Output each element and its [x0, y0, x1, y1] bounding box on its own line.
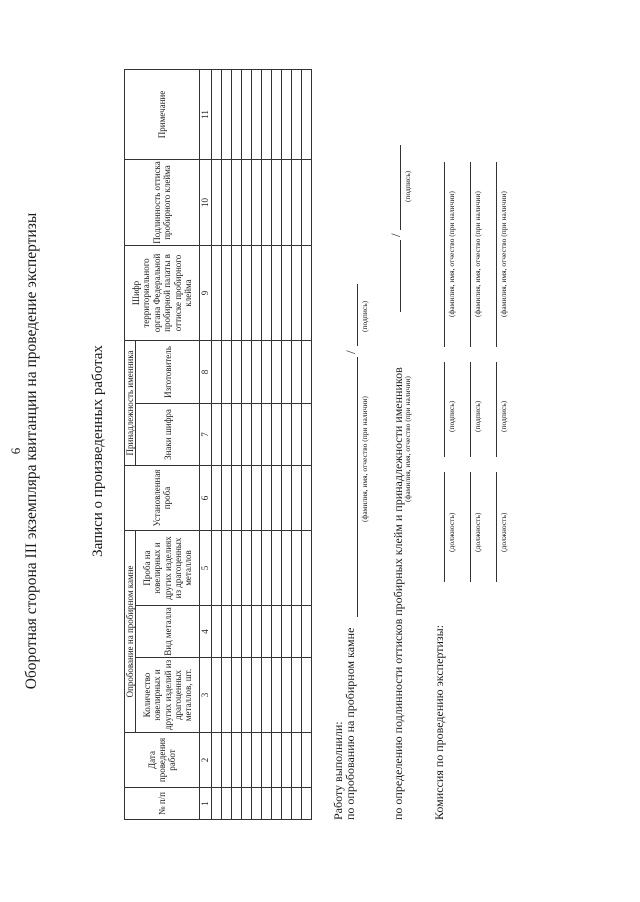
col-header-date: Дата проведения работ — [125, 733, 200, 788]
table-cell — [271, 404, 281, 466]
table-cell — [301, 788, 311, 820]
table-cell — [281, 606, 291, 658]
table-cell — [241, 340, 251, 403]
table-row — [291, 69, 301, 819]
col-header-note: Примечание — [125, 69, 200, 159]
group-header-assay: Опробование на пробирном камне — [125, 531, 136, 733]
table-cell — [271, 466, 281, 531]
table-cell — [261, 69, 271, 159]
table-cell — [271, 658, 281, 733]
table-cell — [301, 245, 311, 340]
signature-caption-c3: (подпись) — [499, 400, 508, 432]
commission-name-line-3 — [496, 162, 497, 347]
table-cell — [231, 404, 241, 466]
table-cell — [271, 733, 281, 788]
table-cell — [271, 69, 281, 159]
section-title: Записи о произведенных работах — [90, 345, 106, 557]
work-done-label: Работу выполнили: — [331, 721, 345, 820]
table-cell — [281, 788, 291, 820]
table-cell — [281, 340, 291, 403]
table-cell — [221, 69, 231, 159]
table-cell — [221, 531, 231, 606]
table-cell — [251, 159, 261, 245]
table-cell — [291, 340, 301, 403]
col-header-number: № п/п — [125, 788, 200, 820]
table-cell — [261, 245, 271, 340]
table-body — [211, 69, 311, 819]
col-header-set-fineness: Установленная проба — [125, 466, 200, 531]
signature-caption: (подпись) — [360, 300, 369, 332]
table-cell — [271, 606, 281, 658]
table-cell — [261, 404, 271, 466]
table-cell — [301, 404, 311, 466]
authenticity-signature-line — [400, 145, 401, 230]
assay-signature-line — [357, 284, 358, 346]
table-cell — [291, 245, 301, 340]
table-cell — [221, 733, 231, 788]
table-cell — [251, 531, 261, 606]
table-row — [261, 69, 271, 819]
table-cell — [251, 606, 261, 658]
table-cell — [301, 159, 311, 245]
name-caption: (фамилия, имя, отчество (при наличии) — [360, 396, 369, 522]
col-number: 11 — [200, 69, 211, 159]
col-header-cipher: Шифр территориального органа Федеральной пробирной палаты в оттиске пробирного клейма — [125, 245, 200, 340]
table-cell — [281, 658, 291, 733]
table-row — [251, 69, 261, 819]
commission-signature-line-3 — [496, 362, 497, 457]
name-caption-c1: (фамилия, имя, отчество (при наличии) — [447, 191, 456, 317]
table-cell — [241, 466, 251, 531]
commission-signature-line-2 — [470, 362, 471, 457]
table-cell — [261, 159, 271, 245]
table-cell — [221, 159, 231, 245]
slash-separator: / — [388, 233, 403, 237]
table-cell — [291, 404, 301, 466]
table-cell — [271, 245, 281, 340]
table-row — [211, 69, 221, 819]
signature-caption-3: (подпись) — [403, 170, 412, 202]
table-cell — [291, 733, 301, 788]
col-number: 3 — [200, 658, 211, 733]
table-cell — [251, 788, 261, 820]
table-cell — [291, 466, 301, 531]
table-cell — [211, 404, 221, 466]
table-cell — [211, 531, 221, 606]
table-cell — [251, 733, 261, 788]
table-cell — [211, 69, 221, 159]
table-cell — [281, 531, 291, 606]
table-cell — [221, 404, 231, 466]
commission-signature-line-1 — [444, 362, 445, 457]
col-header-manufacturer: Изготовитель — [136, 340, 200, 403]
records-table — [124, 69, 312, 820]
table-cell — [261, 531, 271, 606]
table-cell — [261, 658, 271, 733]
table-cell — [251, 340, 261, 403]
table-cell — [211, 466, 221, 531]
name-caption-c3: (фамилия, имя, отчество (при наличии) — [499, 191, 508, 317]
commission-position-line-1 — [444, 472, 445, 582]
table-cell — [281, 733, 291, 788]
position-caption-1: (должность) — [447, 512, 456, 552]
table-cell — [231, 788, 241, 820]
table-row — [231, 69, 241, 819]
table-cell — [211, 658, 221, 733]
table-cell — [271, 159, 281, 245]
table-cell — [231, 606, 241, 658]
table-cell — [301, 69, 311, 159]
table-cell — [261, 733, 271, 788]
table-cell — [231, 466, 241, 531]
authenticity-label: по определению подлинности оттисков пробирных клейм и принадлежности именников — [391, 367, 405, 820]
table-cell — [271, 788, 281, 820]
table-cell — [261, 606, 271, 658]
commission-label: Комиссия по проведению экспертизы: — [432, 624, 446, 820]
signature-caption-c1: (подпись) — [447, 400, 456, 432]
table-cell — [291, 658, 301, 733]
assay-name-line — [357, 357, 358, 617]
table-cell — [241, 531, 251, 606]
table-row — [221, 69, 231, 819]
col-header-fineness-on-items: Проба на ювелирных и других изделиях из драгоценных металлов — [136, 531, 200, 606]
table-row — [281, 69, 291, 819]
signature-caption-c2: (подпись) — [473, 400, 482, 432]
position-caption-2: (должность) — [473, 512, 482, 552]
table-cell — [301, 606, 311, 658]
table-cell — [211, 245, 221, 340]
table-cell — [291, 159, 301, 245]
table-cell — [211, 159, 221, 245]
col-header-quantity: Количество ювелирных и других изделий из драгоценных металлов, шт. — [136, 658, 200, 733]
col-header-cipher-marks: Знаки шифра — [136, 404, 200, 466]
col-number: 9 — [200, 245, 211, 340]
table-cell — [271, 340, 281, 403]
col-number: 8 — [200, 340, 211, 403]
col-number: 10 — [200, 159, 211, 245]
table-cell — [231, 159, 241, 245]
table-cell — [291, 606, 301, 658]
table-cell — [221, 466, 231, 531]
page-number: 6 — [8, 447, 23, 455]
table-cell — [281, 466, 291, 531]
table-cell — [281, 159, 291, 245]
table-cell — [241, 404, 251, 466]
slash-separator: / — [343, 350, 358, 354]
table-cell — [241, 159, 251, 245]
authenticity-name-line — [400, 240, 401, 312]
table-cell — [241, 69, 251, 159]
table-cell — [281, 69, 291, 159]
col-number: 1 — [200, 788, 211, 820]
col-header-metal-type: Вид металла — [136, 606, 200, 658]
col-number: 6 — [200, 466, 211, 531]
group-header-ownership: Принадлежность именника — [125, 340, 136, 465]
table-cell — [281, 404, 291, 466]
table-cell — [301, 658, 311, 733]
table-cell — [291, 531, 301, 606]
table-cell — [281, 245, 291, 340]
table-row — [271, 69, 281, 819]
col-number: 5 — [200, 531, 211, 606]
commission-name-line-2 — [470, 162, 471, 347]
table-cell — [301, 340, 311, 403]
table-cell — [221, 788, 231, 820]
table-cell — [241, 788, 251, 820]
table-cell — [231, 531, 241, 606]
table-cell — [261, 340, 271, 403]
table-cell — [221, 245, 231, 340]
table-cell — [251, 404, 261, 466]
col-number: 2 — [200, 733, 211, 788]
table-cell — [231, 69, 241, 159]
table-cell — [261, 788, 271, 820]
document-title: Оборотная сторона III экземпляра квитанции на проведение экспертизы — [23, 212, 40, 690]
col-number: 7 — [200, 404, 211, 466]
table-cell — [241, 606, 251, 658]
table-cell — [221, 658, 231, 733]
table-cell — [211, 606, 221, 658]
table-row — [241, 69, 251, 819]
table-cell — [291, 788, 301, 820]
table-cell — [251, 245, 261, 340]
table-cell — [261, 466, 271, 531]
position-caption-3: (должность) — [499, 512, 508, 552]
table-cell — [241, 733, 251, 788]
table-cell — [231, 733, 241, 788]
table-cell — [221, 340, 231, 403]
col-number: 4 — [200, 606, 211, 658]
commission-position-line-2 — [470, 472, 471, 582]
col-header-authenticity: Подлинность оттиска пробирного клейма — [125, 159, 200, 245]
table-row — [301, 69, 311, 819]
table-cell — [221, 606, 231, 658]
assay-label: по опробованию на пробирном камне — [343, 627, 357, 820]
table-cell — [271, 531, 281, 606]
table-cell — [231, 245, 241, 340]
commission-position-line-3 — [496, 472, 497, 582]
name-caption-c2: (фамилия, имя, отчество (при наличии) — [473, 191, 482, 317]
table-cell — [211, 340, 221, 403]
commission-name-line-1 — [444, 162, 445, 347]
table-cell — [251, 466, 261, 531]
table-cell — [291, 69, 301, 159]
table-cell — [301, 466, 311, 531]
table-cell — [211, 733, 221, 788]
name-caption-2: (фамилия, имя, отчество (при наличии) — [403, 376, 412, 502]
table-cell — [241, 658, 251, 733]
table-cell — [251, 69, 261, 159]
table-cell — [231, 340, 241, 403]
table-cell — [251, 658, 261, 733]
table-cell — [231, 658, 241, 733]
table-cell — [241, 245, 251, 340]
table-cell — [301, 733, 311, 788]
table-cell — [301, 531, 311, 606]
table-cell — [211, 788, 221, 820]
